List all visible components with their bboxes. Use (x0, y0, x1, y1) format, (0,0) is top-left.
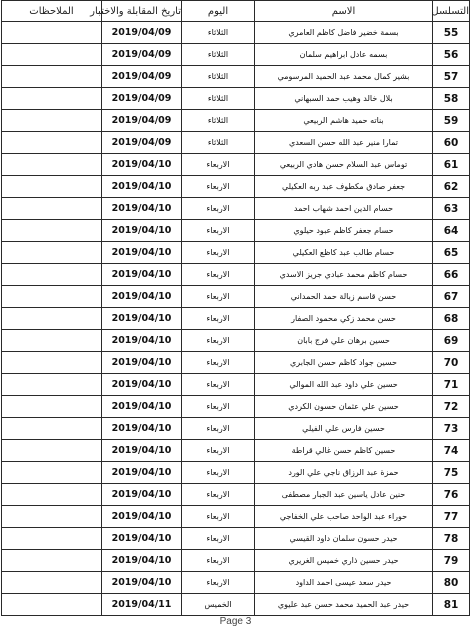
notes-cell (2, 176, 102, 198)
table-row (2, 330, 470, 352)
notes-cell (2, 594, 102, 616)
date-cell: 2019/04/09 (102, 44, 182, 66)
day-cell: الاربعاء (182, 528, 255, 550)
date-cell: 2019/04/10 (102, 440, 182, 462)
name-cell: بناته حميد هاشم الربيعي (255, 110, 433, 132)
header-notes: الملاحظات (2, 1, 102, 22)
name-cell: حسين علي عثمان حسون الكردي (255, 396, 433, 418)
table-row (2, 528, 470, 550)
day-cell: الاربعاء (182, 330, 255, 352)
notes-cell (2, 330, 102, 352)
date-cell: 2019/04/10 (102, 242, 182, 264)
serial-cell: 63 (433, 198, 470, 220)
page-number: Page 3 (219, 616, 252, 627)
date-cell: 2019/04/10 (102, 154, 182, 176)
table-row (2, 484, 470, 506)
name-cell: حيدر عبد الحميد محمد حسن عبد عليوي (255, 594, 433, 616)
serial-cell: 56 (433, 44, 470, 66)
serial-cell: 57 (433, 66, 470, 88)
date-cell: 2019/04/10 (102, 462, 182, 484)
notes-cell (2, 154, 102, 176)
day-cell: الاربعاء (182, 462, 255, 484)
notes-cell (2, 418, 102, 440)
day-cell: الاربعاء (182, 572, 255, 594)
date-cell: 2019/04/10 (102, 550, 182, 572)
table-row (2, 242, 470, 264)
table-row (2, 198, 470, 220)
serial-cell: 70 (433, 352, 470, 374)
day-cell: الاربعاء (182, 198, 255, 220)
date-cell: 2019/04/09 (102, 88, 182, 110)
name-cell: حيدر حسون سلمان داود القيسي (255, 528, 433, 550)
day-cell: الاربعاء (182, 352, 255, 374)
name-cell: حسن محمد زكي محمود الصفار (255, 308, 433, 330)
name-cell: حسين فارس علي الفيلي (255, 418, 433, 440)
day-cell: الاربعاء (182, 374, 255, 396)
notes-cell (2, 484, 102, 506)
day-cell: الاربعاء (182, 308, 255, 330)
serial-cell: 67 (433, 286, 470, 308)
table-row (2, 264, 470, 286)
serial-cell: 76 (433, 484, 470, 506)
date-cell: 2019/04/10 (102, 176, 182, 198)
day-cell: الثلاثاء (182, 44, 255, 66)
date-cell: 2019/04/10 (102, 506, 182, 528)
header-date: تاريخ المقابلة والاختبار (102, 1, 182, 22)
notes-cell (2, 352, 102, 374)
name-cell: تمارا منير عبد الله حسن السعدي (255, 132, 433, 154)
name-cell: حسين جواد كاظم حسن الجابري (255, 352, 433, 374)
table-body (2, 22, 470, 616)
day-cell: الاربعاء (182, 176, 255, 198)
notes-cell (2, 286, 102, 308)
day-cell: الاربعاء (182, 418, 255, 440)
notes-cell (2, 462, 102, 484)
notes-cell (2, 528, 102, 550)
table-row (2, 550, 470, 572)
serial-cell: 79 (433, 550, 470, 572)
date-cell: 2019/04/09 (102, 22, 182, 44)
date-cell: 2019/04/10 (102, 308, 182, 330)
name-cell: حسين برهان علي فرج بابان (255, 330, 433, 352)
header-name: الاسم (255, 1, 433, 22)
date-cell: 2019/04/10 (102, 396, 182, 418)
table-row (2, 154, 470, 176)
name-cell: بسمة خضير فاضل كاظم العامري (255, 22, 433, 44)
serial-cell: 62 (433, 176, 470, 198)
day-cell: الثلاثاء (182, 88, 255, 110)
notes-cell (2, 66, 102, 88)
date-cell: 2019/04/09 (102, 110, 182, 132)
name-cell: بلال خالد وهيب حمد السبهاني (255, 88, 433, 110)
table-row (2, 44, 470, 66)
notes-cell (2, 550, 102, 572)
name-cell: حسين كاظم حسن غالي قراطة (255, 440, 433, 462)
notes-cell (2, 44, 102, 66)
table-row (2, 594, 470, 616)
header-serial: التسلسل (433, 1, 470, 22)
day-cell: الثلاثاء (182, 132, 255, 154)
table-row (2, 572, 470, 594)
date-cell: 2019/04/10 (102, 528, 182, 550)
serial-cell: 60 (433, 132, 470, 154)
name-cell: حسام الدين احمد شهاب احمد (255, 198, 433, 220)
table-row (2, 440, 470, 462)
serial-cell: 75 (433, 462, 470, 484)
name-cell: حنين عادل ياسين عبد الجبار مصطفى (255, 484, 433, 506)
table-row (2, 88, 470, 110)
date-cell: 2019/04/11 (102, 594, 182, 616)
table-row (2, 66, 470, 88)
serial-cell: 69 (433, 330, 470, 352)
table-row (2, 308, 470, 330)
serial-cell: 81 (433, 594, 470, 616)
day-cell: الخميس (182, 594, 255, 616)
date-cell: 2019/04/09 (102, 132, 182, 154)
day-cell: الاربعاء (182, 220, 255, 242)
date-cell: 2019/04/09 (102, 66, 182, 88)
name-cell: حيدر حسين ذاري خميس الغريري (255, 550, 433, 572)
serial-cell: 65 (433, 242, 470, 264)
date-cell: 2019/04/10 (102, 330, 182, 352)
date-cell: 2019/04/10 (102, 198, 182, 220)
notes-cell (2, 110, 102, 132)
table-row (2, 132, 470, 154)
table-row (2, 396, 470, 418)
table-row (2, 506, 470, 528)
name-cell: بشير كمال محمد عبد الحميد المرسومي (255, 66, 433, 88)
day-cell: الاربعاء (182, 396, 255, 418)
serial-cell: 73 (433, 418, 470, 440)
serial-cell: 61 (433, 154, 470, 176)
notes-cell (2, 132, 102, 154)
date-cell: 2019/04/10 (102, 286, 182, 308)
table-row (2, 110, 470, 132)
table-row (2, 286, 470, 308)
name-cell: حسام طالب عبد كاظع العكيلي (255, 242, 433, 264)
header-row (2, 1, 470, 22)
notes-cell (2, 242, 102, 264)
name-cell: حسين علي داود عبد الله الموالي (255, 374, 433, 396)
name-cell: حوراء عبد الواحد صاحب علي الخفاجي (255, 506, 433, 528)
day-cell: الاربعاء (182, 264, 255, 286)
date-cell: 2019/04/10 (102, 374, 182, 396)
date-cell: 2019/04/10 (102, 264, 182, 286)
table-row (2, 176, 470, 198)
day-cell: الاربعاء (182, 242, 255, 264)
serial-cell: 59 (433, 110, 470, 132)
notes-cell (2, 22, 102, 44)
notes-cell (2, 440, 102, 462)
serial-cell: 66 (433, 264, 470, 286)
serial-cell: 80 (433, 572, 470, 594)
day-cell: الاربعاء (182, 154, 255, 176)
table-row (2, 374, 470, 396)
serial-cell: 64 (433, 220, 470, 242)
day-cell: الثلاثاء (182, 22, 255, 44)
name-cell: حمزة عبد الرزاق ناجي علي الورد (255, 462, 433, 484)
table-row (2, 220, 470, 242)
serial-cell: 71 (433, 374, 470, 396)
day-cell: الثلاثاء (182, 66, 255, 88)
date-cell: 2019/04/10 (102, 572, 182, 594)
day-cell: الاربعاء (182, 440, 255, 462)
day-cell: الثلاثاء (182, 110, 255, 132)
name-cell: جعفر صادق مكطوف عبد ربه العكيلي (255, 176, 433, 198)
date-cell: 2019/04/10 (102, 418, 182, 440)
day-cell: الاربعاء (182, 550, 255, 572)
notes-cell (2, 374, 102, 396)
serial-cell: 78 (433, 528, 470, 550)
serial-cell: 74 (433, 440, 470, 462)
date-cell: 2019/04/10 (102, 220, 182, 242)
notes-cell (2, 396, 102, 418)
serial-cell: 68 (433, 308, 470, 330)
notes-cell (2, 198, 102, 220)
day-cell: الاربعاء (182, 506, 255, 528)
day-cell: الاربعاء (182, 484, 255, 506)
date-cell: 2019/04/10 (102, 352, 182, 374)
serial-cell: 58 (433, 88, 470, 110)
notes-cell (2, 506, 102, 528)
name-cell: حسن قاسم زبالة حمد الحمداني (255, 286, 433, 308)
name-cell: حسام جعفر كاظم عبود حيلوي (255, 220, 433, 242)
name-cell: بسمه عادل ابراهيم سلمان (255, 44, 433, 66)
header-day: اليوم (182, 1, 255, 22)
date-cell: 2019/04/10 (102, 484, 182, 506)
notes-cell (2, 308, 102, 330)
table-row (2, 22, 470, 44)
notes-cell (2, 264, 102, 286)
name-cell: حسام كاظم محمد عبادي جريز الاسدي (255, 264, 433, 286)
schedule-table (1, 0, 470, 616)
notes-cell (2, 88, 102, 110)
table-row (2, 352, 470, 374)
serial-cell: 77 (433, 506, 470, 528)
notes-cell (2, 572, 102, 594)
day-cell: الاربعاء (182, 286, 255, 308)
notes-cell (2, 220, 102, 242)
name-cell: توماس عبد السلام حسن هادي الربيعي (255, 154, 433, 176)
serial-cell: 72 (433, 396, 470, 418)
serial-cell: 55 (433, 22, 470, 44)
table-row (2, 418, 470, 440)
table-row (2, 462, 470, 484)
name-cell: حيدر سعد عيسى احمد الداود (255, 572, 433, 594)
